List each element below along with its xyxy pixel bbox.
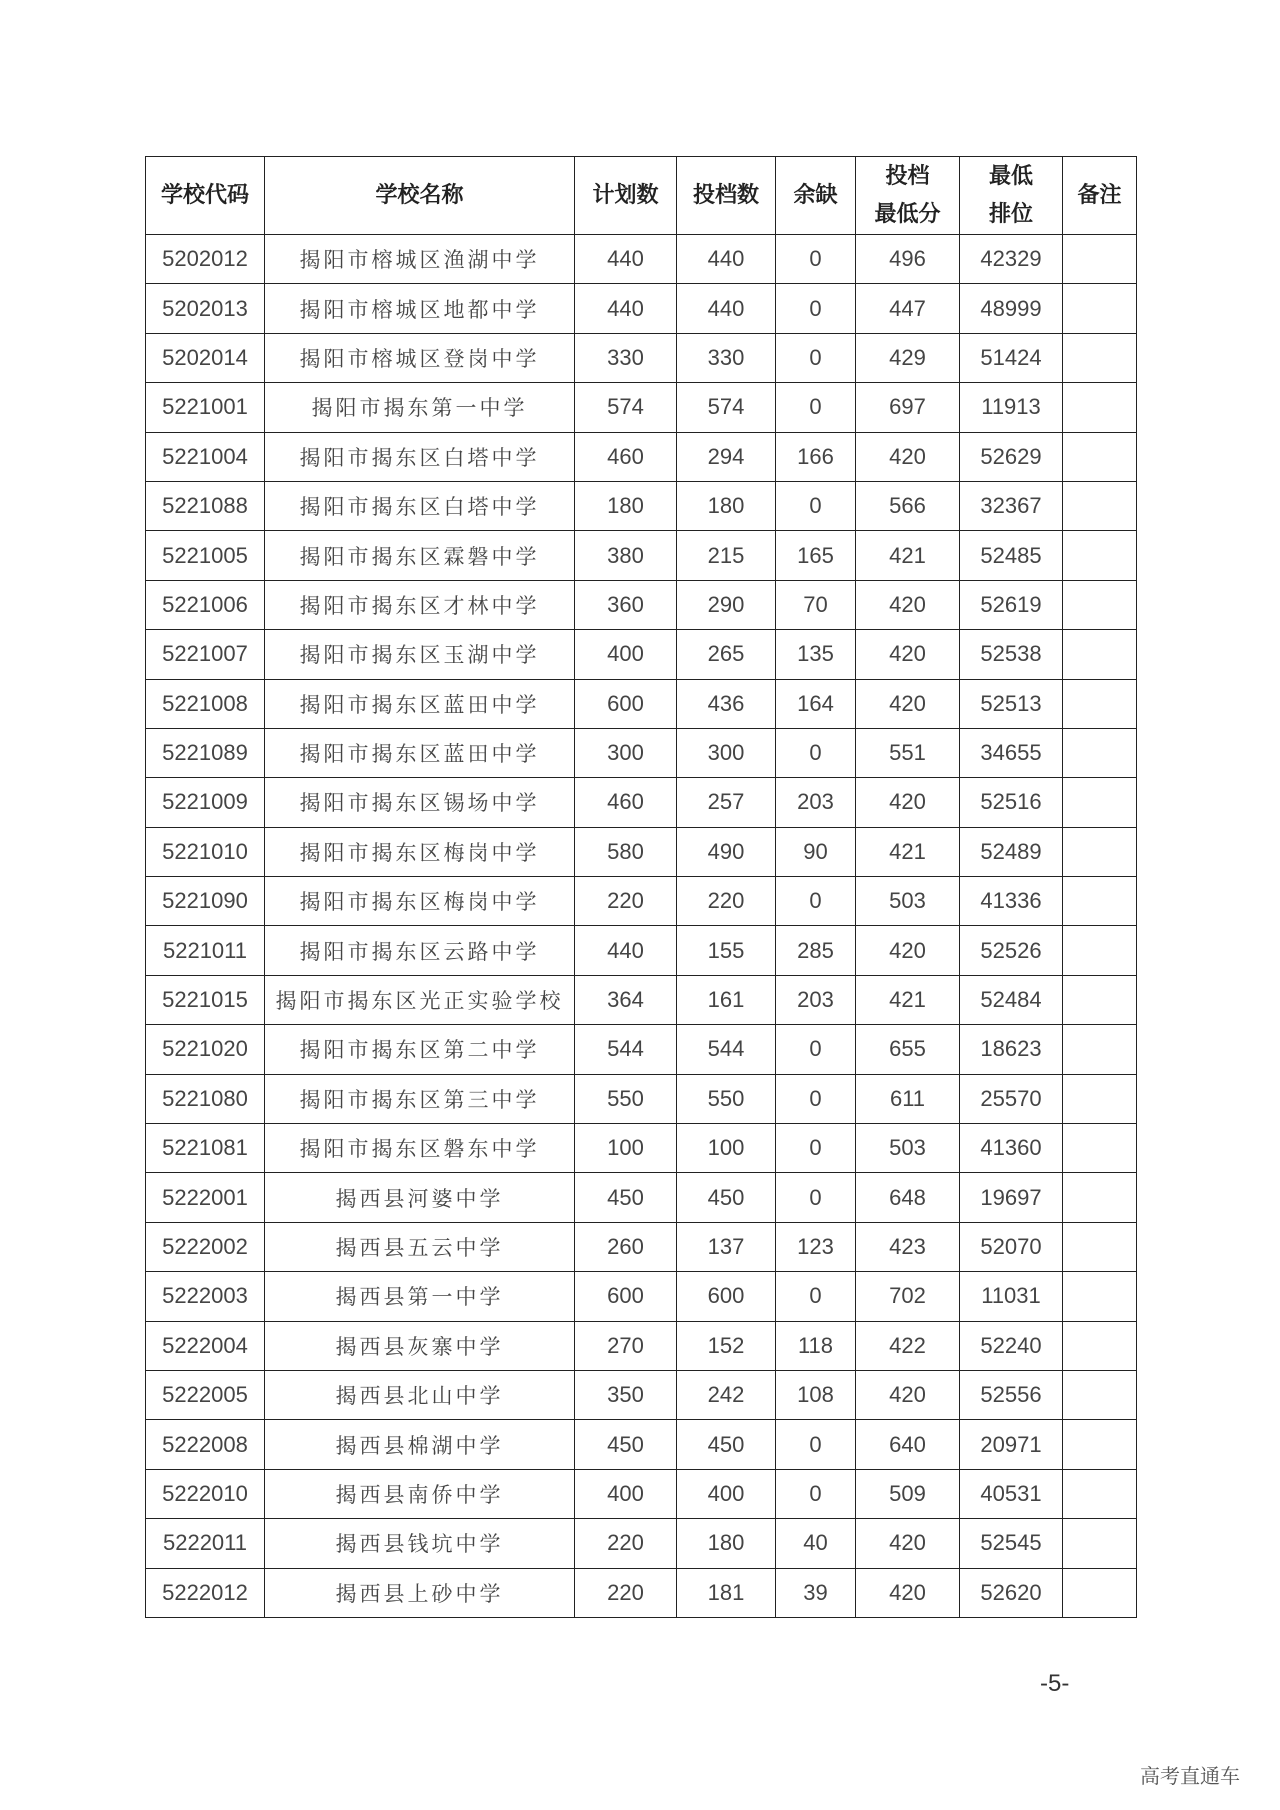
shortfall-cell: 285 <box>776 926 856 975</box>
school-code-cell: 5221007 <box>146 630 265 679</box>
remarks-cell <box>1063 333 1137 382</box>
shortfall-cell: 0 <box>776 333 856 382</box>
min-score-cell: 420 <box>856 1370 960 1419</box>
school-code-cell: 5202012 <box>146 235 265 284</box>
plan-count-cell: 600 <box>575 1272 677 1321</box>
plan-count-cell: 350 <box>575 1370 677 1419</box>
column-header: 最低 排位 <box>960 157 1063 235</box>
school-code-cell: 5221015 <box>146 975 265 1024</box>
remarks-cell <box>1063 778 1137 827</box>
min-score-cell: 702 <box>856 1272 960 1321</box>
min-score-cell: 421 <box>856 531 960 580</box>
admitted-count-cell: 294 <box>677 432 776 481</box>
plan-count-cell: 450 <box>575 1420 677 1469</box>
school-code-cell: 5221008 <box>146 679 265 728</box>
remarks-cell <box>1063 1173 1137 1222</box>
min-score-cell: 421 <box>856 975 960 1024</box>
shortfall-cell: 0 <box>776 284 856 333</box>
remarks-cell <box>1063 1420 1137 1469</box>
admitted-count-cell: 100 <box>677 1124 776 1173</box>
shortfall-cell: 164 <box>776 679 856 728</box>
remarks-cell <box>1063 383 1137 432</box>
school-name-cell: 揭阳市榕城区登岗中学 <box>265 333 575 382</box>
remarks-cell <box>1063 432 1137 481</box>
school-code-cell: 5221020 <box>146 1025 265 1074</box>
remarks-cell <box>1063 235 1137 284</box>
shortfall-cell: 0 <box>776 877 856 926</box>
shortfall-cell: 0 <box>776 728 856 777</box>
remarks-cell <box>1063 1519 1137 1568</box>
page-number: -5- <box>1040 1670 1070 1697</box>
shortfall-cell: 203 <box>776 778 856 827</box>
shortfall-cell: 108 <box>776 1370 856 1419</box>
plan-count-cell: 220 <box>575 877 677 926</box>
plan-count-cell: 220 <box>575 1568 677 1617</box>
table-row <box>146 1321 1137 1370</box>
admitted-count-cell: 242 <box>677 1370 776 1419</box>
table-row <box>146 1519 1137 1568</box>
table-row <box>146 1222 1137 1271</box>
school-name-cell: 揭西县棉湖中学 <box>265 1420 575 1469</box>
plan-count-cell: 440 <box>575 926 677 975</box>
school-name-cell: 揭阳市揭东区玉湖中学 <box>265 630 575 679</box>
table-row <box>146 827 1137 876</box>
plan-count-cell: 550 <box>575 1074 677 1123</box>
school-code-cell: 5221001 <box>146 383 265 432</box>
school-code-cell: 5221011 <box>146 926 265 975</box>
shortfall-cell: 123 <box>776 1222 856 1271</box>
school-name-cell: 揭阳市揭东第一中学 <box>265 383 575 432</box>
min-rank-cell: 42329 <box>960 235 1063 284</box>
shortfall-cell: 203 <box>776 975 856 1024</box>
shortfall-cell: 39 <box>776 1568 856 1617</box>
table-row <box>146 580 1137 629</box>
school-code-cell: 5221005 <box>146 531 265 580</box>
remarks-cell <box>1063 1321 1137 1370</box>
school-name-cell: 揭阳市榕城区地都中学 <box>265 284 575 333</box>
school-code-cell: 5221004 <box>146 432 265 481</box>
plan-count-cell: 440 <box>575 284 677 333</box>
min-rank-cell: 52240 <box>960 1321 1063 1370</box>
min-score-cell: 420 <box>856 778 960 827</box>
school-code-cell: 5202013 <box>146 284 265 333</box>
plan-count-cell: 180 <box>575 481 677 530</box>
min-rank-cell: 52513 <box>960 679 1063 728</box>
school-code-cell: 5222003 <box>146 1272 265 1321</box>
school-name-cell: 揭西县五云中学 <box>265 1222 575 1271</box>
min-score-cell: 420 <box>856 926 960 975</box>
remarks-cell <box>1063 926 1137 975</box>
min-rank-cell: 52620 <box>960 1568 1063 1617</box>
admitted-count-cell: 490 <box>677 827 776 876</box>
school-code-cell: 5221010 <box>146 827 265 876</box>
school-code-cell: 5222005 <box>146 1370 265 1419</box>
min-rank-cell: 52526 <box>960 926 1063 975</box>
table-row <box>146 432 1137 481</box>
remarks-cell <box>1063 1222 1137 1271</box>
school-name-cell: 揭西县灰寨中学 <box>265 1321 575 1370</box>
admitted-count-cell: 137 <box>677 1222 776 1271</box>
min-rank-cell: 52538 <box>960 630 1063 679</box>
school-code-cell: 5202014 <box>146 333 265 382</box>
plan-count-cell: 440 <box>575 235 677 284</box>
school-name-cell: 揭西县第一中学 <box>265 1272 575 1321</box>
shortfall-cell: 0 <box>776 481 856 530</box>
table-row <box>146 1420 1137 1469</box>
school-name-cell: 揭阳市揭东区光正实验学校 <box>265 975 575 1024</box>
remarks-cell <box>1063 679 1137 728</box>
table-row <box>146 926 1137 975</box>
remarks-cell <box>1063 827 1137 876</box>
school-code-cell: 5222004 <box>146 1321 265 1370</box>
school-name-cell: 揭西县河婆中学 <box>265 1173 575 1222</box>
admitted-count-cell: 290 <box>677 580 776 629</box>
remarks-cell <box>1063 877 1137 926</box>
school-code-cell: 5221081 <box>146 1124 265 1173</box>
admission-table <box>145 156 1137 1618</box>
column-header: 投档 最低分 <box>856 157 960 235</box>
school-code-cell: 5222002 <box>146 1222 265 1271</box>
plan-count-cell: 544 <box>575 1025 677 1074</box>
remarks-cell <box>1063 580 1137 629</box>
remarks-cell <box>1063 1124 1137 1173</box>
remarks-cell <box>1063 975 1137 1024</box>
school-name-cell: 揭西县上砂中学 <box>265 1568 575 1617</box>
min-score-cell: 423 <box>856 1222 960 1271</box>
table-row <box>146 1025 1137 1074</box>
min-rank-cell: 40531 <box>960 1469 1063 1518</box>
school-code-cell: 5221089 <box>146 728 265 777</box>
table-row <box>146 728 1137 777</box>
min-score-cell: 503 <box>856 877 960 926</box>
school-name-cell: 揭西县南侨中学 <box>265 1469 575 1518</box>
min-rank-cell: 48999 <box>960 284 1063 333</box>
remarks-cell <box>1063 1370 1137 1419</box>
min-rank-cell: 52485 <box>960 531 1063 580</box>
school-name-cell: 揭阳市揭东区锡场中学 <box>265 778 575 827</box>
admitted-count-cell: 155 <box>677 926 776 975</box>
table-row <box>146 1173 1137 1222</box>
table-row <box>146 1370 1137 1419</box>
min-score-cell: 420 <box>856 1568 960 1617</box>
shortfall-cell: 166 <box>776 432 856 481</box>
plan-count-cell: 220 <box>575 1519 677 1568</box>
min-score-cell: 648 <box>856 1173 960 1222</box>
min-rank-cell: 34655 <box>960 728 1063 777</box>
table-row <box>146 1568 1137 1617</box>
admitted-count-cell: 161 <box>677 975 776 1024</box>
column-header: 学校代码 <box>146 157 265 235</box>
admitted-count-cell: 257 <box>677 778 776 827</box>
admitted-count-cell: 330 <box>677 333 776 382</box>
school-name-cell: 揭西县钱坑中学 <box>265 1519 575 1568</box>
min-score-cell: 655 <box>856 1025 960 1074</box>
shortfall-cell: 0 <box>776 383 856 432</box>
admitted-count-cell: 440 <box>677 235 776 284</box>
shortfall-cell: 70 <box>776 580 856 629</box>
min-rank-cell: 41336 <box>960 877 1063 926</box>
plan-count-cell: 580 <box>575 827 677 876</box>
shortfall-cell: 0 <box>776 1420 856 1469</box>
min-rank-cell: 52489 <box>960 827 1063 876</box>
table-row <box>146 630 1137 679</box>
min-rank-cell: 52619 <box>960 580 1063 629</box>
admitted-count-cell: 450 <box>677 1420 776 1469</box>
min-rank-cell: 41360 <box>960 1124 1063 1173</box>
shortfall-cell: 0 <box>776 1469 856 1518</box>
column-header: 学校名称 <box>265 157 575 235</box>
column-header: 备注 <box>1063 157 1137 235</box>
plan-count-cell: 360 <box>575 580 677 629</box>
table-row <box>146 1469 1137 1518</box>
min-rank-cell: 52516 <box>960 778 1063 827</box>
plan-count-cell: 100 <box>575 1124 677 1173</box>
school-code-cell: 5222008 <box>146 1420 265 1469</box>
table-row <box>146 1074 1137 1123</box>
admitted-count-cell: 181 <box>677 1568 776 1617</box>
shortfall-cell: 135 <box>776 630 856 679</box>
remarks-cell <box>1063 1568 1137 1617</box>
table-row <box>146 1124 1137 1173</box>
plan-count-cell: 450 <box>575 1173 677 1222</box>
min-rank-cell: 32367 <box>960 481 1063 530</box>
remarks-cell <box>1063 481 1137 530</box>
min-score-cell: 697 <box>856 383 960 432</box>
school-name-cell: 揭阳市揭东区梅岗中学 <box>265 877 575 926</box>
admitted-count-cell: 220 <box>677 877 776 926</box>
plan-count-cell: 400 <box>575 630 677 679</box>
plan-count-cell: 260 <box>575 1222 677 1271</box>
min-score-cell: 447 <box>856 284 960 333</box>
plan-count-cell: 300 <box>575 728 677 777</box>
min-score-cell: 496 <box>856 235 960 284</box>
table-row <box>146 778 1137 827</box>
min-rank-cell: 25570 <box>960 1074 1063 1123</box>
plan-count-cell: 460 <box>575 778 677 827</box>
school-code-cell: 5222011 <box>146 1519 265 1568</box>
school-name-cell: 揭阳市揭东区磐东中学 <box>265 1124 575 1173</box>
min-rank-cell: 18623 <box>960 1025 1063 1074</box>
plan-count-cell: 600 <box>575 679 677 728</box>
school-code-cell: 5221006 <box>146 580 265 629</box>
school-name-cell: 揭西县北山中学 <box>265 1370 575 1419</box>
table-row <box>146 531 1137 580</box>
min-score-cell: 566 <box>856 481 960 530</box>
shortfall-cell: 0 <box>776 1272 856 1321</box>
school-code-cell: 5221090 <box>146 877 265 926</box>
table-row <box>146 975 1137 1024</box>
min-rank-cell: 11913 <box>960 383 1063 432</box>
table-row <box>146 877 1137 926</box>
remarks-cell <box>1063 1025 1137 1074</box>
plan-count-cell: 270 <box>575 1321 677 1370</box>
admitted-count-cell: 400 <box>677 1469 776 1518</box>
watermark: 高考直通车 <box>1140 1764 1240 1788</box>
admitted-count-cell: 440 <box>677 284 776 333</box>
min-score-cell: 640 <box>856 1420 960 1469</box>
school-name-cell: 揭阳市揭东区白塔中学 <box>265 432 575 481</box>
shortfall-cell: 118 <box>776 1321 856 1370</box>
min-rank-cell: 11031 <box>960 1272 1063 1321</box>
plan-count-cell: 400 <box>575 1469 677 1518</box>
school-name-cell: 揭阳市榕城区渔湖中学 <box>265 235 575 284</box>
header-row <box>146 157 1137 235</box>
min-rank-cell: 52629 <box>960 432 1063 481</box>
shortfall-cell: 40 <box>776 1519 856 1568</box>
admitted-count-cell: 574 <box>677 383 776 432</box>
plan-count-cell: 330 <box>575 333 677 382</box>
school-code-cell: 5221088 <box>146 481 265 530</box>
admitted-count-cell: 436 <box>677 679 776 728</box>
shortfall-cell: 0 <box>776 1074 856 1123</box>
min-rank-cell: 52070 <box>960 1222 1063 1271</box>
column-header: 余缺 <box>776 157 856 235</box>
table-row <box>146 333 1137 382</box>
shortfall-cell: 0 <box>776 235 856 284</box>
admitted-count-cell: 300 <box>677 728 776 777</box>
school-name-cell: 揭阳市揭东区第三中学 <box>265 1074 575 1123</box>
school-code-cell: 5222012 <box>146 1568 265 1617</box>
column-header: 投档数 <box>677 157 776 235</box>
remarks-cell <box>1063 531 1137 580</box>
admitted-count-cell: 215 <box>677 531 776 580</box>
admitted-count-cell: 265 <box>677 630 776 679</box>
shortfall-cell: 0 <box>776 1124 856 1173</box>
school-name-cell: 揭阳市揭东区白塔中学 <box>265 481 575 530</box>
shortfall-cell: 90 <box>776 827 856 876</box>
min-score-cell: 420 <box>856 580 960 629</box>
min-score-cell: 503 <box>856 1124 960 1173</box>
remarks-cell <box>1063 284 1137 333</box>
table-row <box>146 284 1137 333</box>
school-name-cell: 揭阳市揭东区梅岗中学 <box>265 827 575 876</box>
min-score-cell: 509 <box>856 1469 960 1518</box>
remarks-cell <box>1063 1469 1137 1518</box>
min-score-cell: 421 <box>856 827 960 876</box>
admitted-count-cell: 450 <box>677 1173 776 1222</box>
min-score-cell: 611 <box>856 1074 960 1123</box>
min-rank-cell: 52545 <box>960 1519 1063 1568</box>
table-row <box>146 481 1137 530</box>
min-rank-cell: 20971 <box>960 1420 1063 1469</box>
min-rank-cell: 52556 <box>960 1370 1063 1419</box>
school-code-cell: 5222001 <box>146 1173 265 1222</box>
remarks-cell <box>1063 1074 1137 1123</box>
min-score-cell: 420 <box>856 630 960 679</box>
school-name-cell: 揭阳市揭东区霖磐中学 <box>265 531 575 580</box>
admitted-count-cell: 550 <box>677 1074 776 1123</box>
table-row <box>146 1272 1137 1321</box>
min-rank-cell: 52484 <box>960 975 1063 1024</box>
school-code-cell: 5221080 <box>146 1074 265 1123</box>
admitted-count-cell: 152 <box>677 1321 776 1370</box>
min-score-cell: 420 <box>856 1519 960 1568</box>
min-score-cell: 422 <box>856 1321 960 1370</box>
remarks-cell <box>1063 630 1137 679</box>
school-name-cell: 揭阳市揭东区才林中学 <box>265 580 575 629</box>
table-row <box>146 383 1137 432</box>
shortfall-cell: 0 <box>776 1025 856 1074</box>
remarks-cell <box>1063 728 1137 777</box>
admitted-count-cell: 544 <box>677 1025 776 1074</box>
school-name-cell: 揭阳市揭东区第二中学 <box>265 1025 575 1074</box>
school-name-cell: 揭阳市揭东区蓝田中学 <box>265 728 575 777</box>
column-header: 计划数 <box>575 157 677 235</box>
table-row <box>146 235 1137 284</box>
min-score-cell: 429 <box>856 333 960 382</box>
plan-count-cell: 574 <box>575 383 677 432</box>
min-score-cell: 420 <box>856 432 960 481</box>
school-code-cell: 5222010 <box>146 1469 265 1518</box>
min-rank-cell: 19697 <box>960 1173 1063 1222</box>
min-rank-cell: 51424 <box>960 333 1063 382</box>
plan-count-cell: 460 <box>575 432 677 481</box>
min-score-cell: 420 <box>856 679 960 728</box>
admitted-count-cell: 180 <box>677 481 776 530</box>
admitted-count-cell: 180 <box>677 1519 776 1568</box>
remarks-cell <box>1063 1272 1137 1321</box>
school-name-cell: 揭阳市揭东区蓝田中学 <box>265 679 575 728</box>
table-row <box>146 679 1137 728</box>
shortfall-cell: 0 <box>776 1173 856 1222</box>
min-score-cell: 551 <box>856 728 960 777</box>
school-code-cell: 5221009 <box>146 778 265 827</box>
admitted-count-cell: 600 <box>677 1272 776 1321</box>
shortfall-cell: 165 <box>776 531 856 580</box>
plan-count-cell: 364 <box>575 975 677 1024</box>
plan-count-cell: 380 <box>575 531 677 580</box>
school-name-cell: 揭阳市揭东区云路中学 <box>265 926 575 975</box>
